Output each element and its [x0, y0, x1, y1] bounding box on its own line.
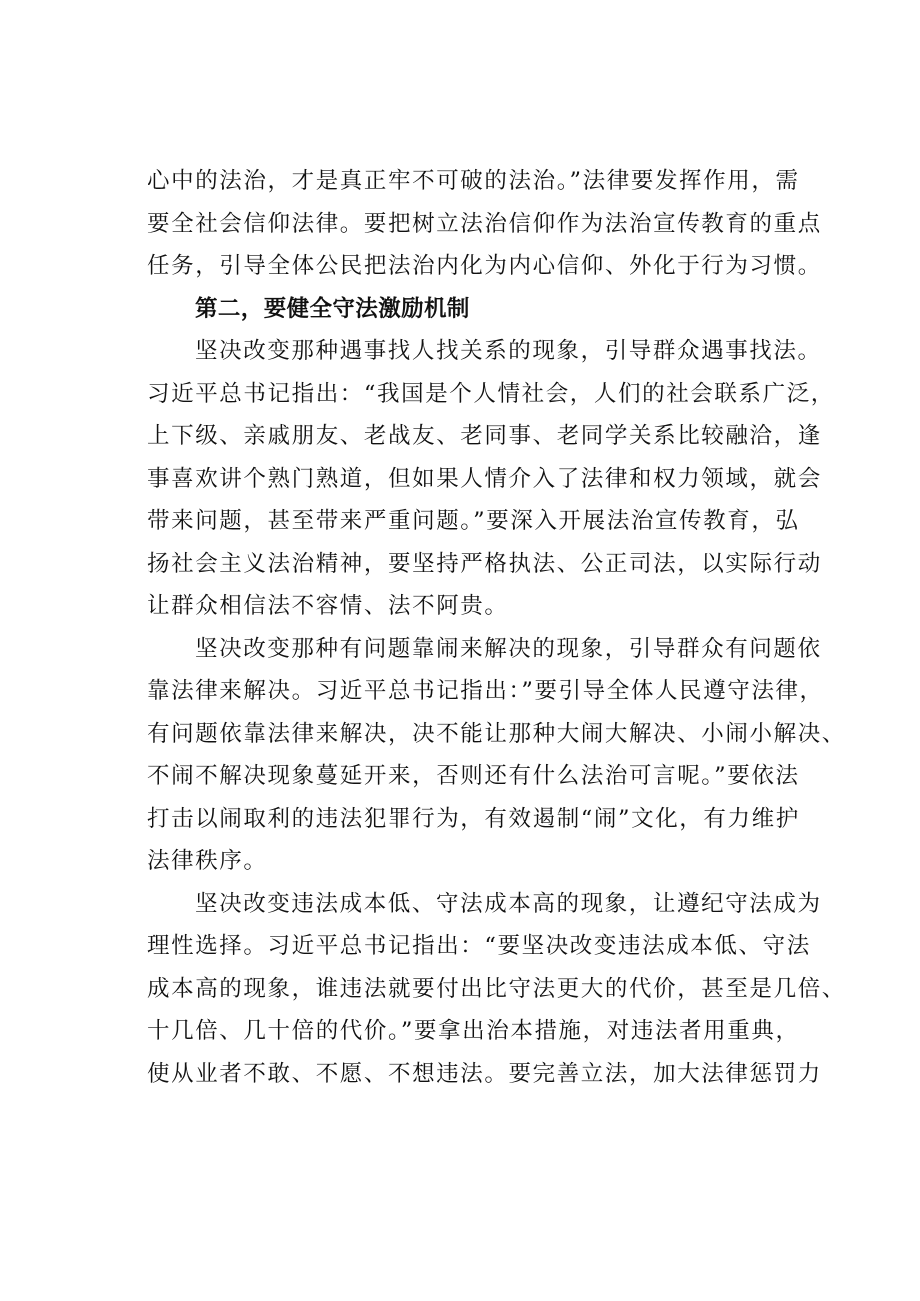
body-line: 上下级、亲戚朋友、老战友、老同事、老同学关系比较融洽，逢: [147, 423, 822, 449]
paragraph-first-line: 坚决改变那种遇事找人找关系的现象，引导群众遇事找法。: [195, 338, 822, 364]
body-line: 十几倍、几十倍的代价。”要拿出治本措施，对违法者用重典，: [147, 1018, 800, 1044]
body-line: 心中的法治，才是真正牢不可破的法治。”法律要发挥作用，需: [147, 168, 800, 194]
body-line: 成本高的现象，谁违法就要付出比守法更大的代价，甚至是几倍、: [147, 975, 846, 1002]
document-body: [147, 160, 846, 1095]
body-line: 理性选择。习近平总书记指出：“要坚决改变违法成本低、守法: [147, 933, 811, 959]
body-line: 打击以闹取利的违法犯罪行为，有效遏制“闹”文化，有力维护: [147, 805, 800, 832]
body-line: 任务，引导全体公民把法治内化为内心信仰、外化于行为习惯。: [147, 253, 822, 279]
body-line: 靠法律来解决。习近平总书记指出：”要引导全体人民遵守法律，: [147, 678, 824, 704]
body-line: 不闹不解决现象蔓延开来，否则还有什么法治可言呢。”要依法: [147, 763, 800, 789]
body-line: 事喜欢讲个熟门熟道，但如果人情介入了法律和权力领域，就会: [147, 465, 822, 492]
paragraph-first-line: 坚决改变那种有问题靠闹来解决的现象，引导群众有问题依: [195, 635, 822, 662]
paragraph-first-line: 坚决改变违法成本低、守法成本高的现象，让遵纪守法成为: [195, 890, 822, 917]
body-line: 习近平总书记指出：“我国是个人情社会，人们的社会联系广泛，: [147, 380, 835, 407]
body-line: 扬社会主义法治精神，要坚持严格执法、公正司法，以实际行动: [147, 550, 822, 577]
body-line: 让群众相信法不容情、法不阿贵。: [147, 593, 509, 619]
body-line: 有问题依靠法律来解决，决不能让那种大闹大解决、小闹小解决、: [147, 720, 846, 747]
body-line: 要全社会信仰法律。要把树立法治信仰作为法治宣传教育的重点: [147, 210, 822, 237]
section-heading: 第二，要健全守法激励机制: [195, 295, 470, 322]
body-line: 使从业者不敢、不愿、不想违法。要完善立法，加大法律惩罚力: [147, 1060, 822, 1087]
body-line: 带来问题，甚至带来严重问题。”要深入开展法治宣传教育，弘: [147, 508, 800, 534]
body-line: 法律秩序。: [147, 848, 268, 874]
